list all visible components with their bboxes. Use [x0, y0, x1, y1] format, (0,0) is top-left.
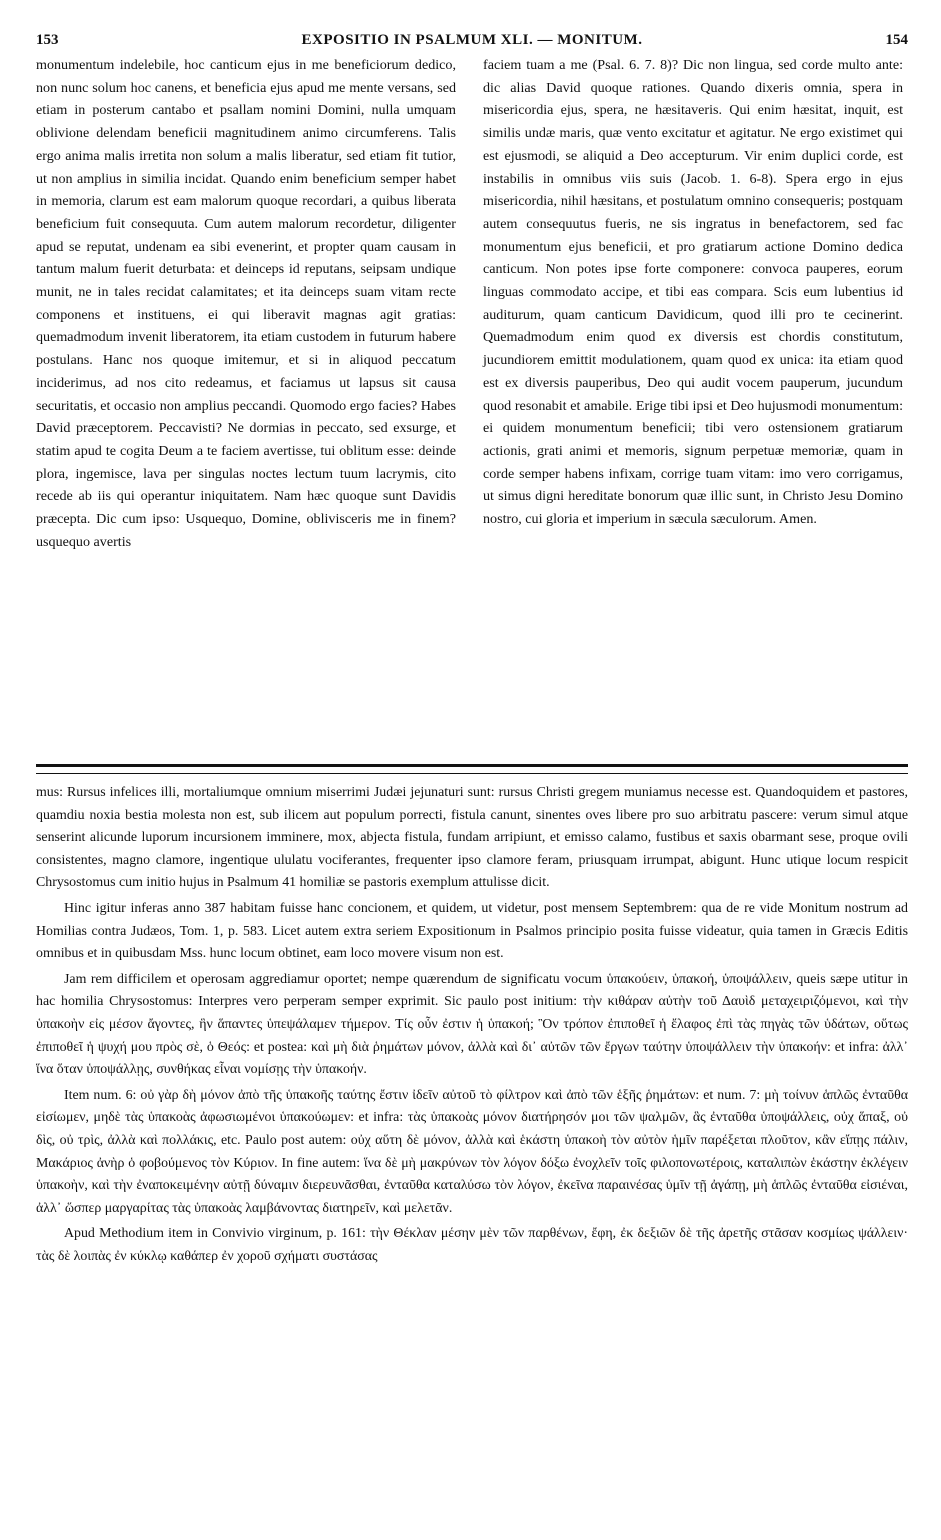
page-number-left: 153	[36, 32, 59, 48]
left-column-text: monumentum indelebile, hoc canticum ejus in me beneficiorum dedico, non nunc solum hoc canens, et beneficia ejus apud me mente versans, sed etiam in posterum cantabo et psallam nomini Domini, nulla umquam oblivione delendam beneficii magnitudinem animo circumferens. Talis ergo anima malis irretita non solum a malis liberatur, sed etiam fit tutior, ut non amplius in similia incidat. Quando enim beneficium semper habet in memoria, clarum est eam malorum quoque recordari, a quibus liberata beneficium fuit consequuta. Cum autem malorum recordetur, diligenter apud se reputat, undenam ea sibi evenerint, et propter quam causam in tantum malum fuerit deturbata: et deinceps id reputans, seipsam undique munit, ne in tales recidat calamitates; et ita deinceps suam vitam recte componens et instituens, ei qui liberavit magnas agit gratias: quemadmodum invenit liberatorem, ita etiam custodem in futurum habere postulans. Hanc nos quoque imitemur, et si in aliquod peccatum inciderimus, ad nos cito redeamus, et faciamus ut lapsus sit causa securitatis, et occasio non amplius peccandi. Quomodo ergo facies? Habes David præceptorem. Peccavisti? Ne dormias in peccato, sed exsurge, et statim apud te cogita Deum a te faciem avertisse, tui oblitum esse: deinde plora, ingemisce, lava per singulas noctes lectum tuum lacrymis, cito recede ab iis qui operantur iniquitatem. Nam hæc quoque sunt Davidis præcepta. Dic cum ipso: Usquequo, Domine, oblivisceris me in finem? usquequo avertis	[36, 57, 456, 550]
right-column-text: faciem tuam a me (Psal. 6. 7. 8)? Dic non lingua, sed corde multo ante: dic alias David quoque rationes. Quando dixeris omnia, spera in misericordia ejus, spera, ne hæsitaveris. Qui enim hæsitat, inquit, est similis undæ maris, quæ vento excitatur et agitatur. Ne ergo existimet qui est ejusmodi, se aliquid a Deo accepturum. Vir enim duplici corde, est instabilis in omnibus viis suis (Jacob. 1. 6-8). Spera ergo in ejus misericordia, nihil hæsitans, et postulatum omnino consequeris; postquam autem consequutus fueris, ne sis ingratus in benefactorem, sed fac monumentum ejus beneficii, et pro gratiarum actione Domino dedica canticum. Non potes ipse forte componere: convoca pauperes, eorum linguas commodato accipe, et tibi eas compara. Scis eum lubentius id auditurum, quam canticum Davidicum, quod illi pro te cecinerint. Quemadmodum enim quod ex diversis est chordis constitutum, jucundiorem emittit modulationem, quam quod ex unica: ita etiam quod est ex diversis pauperibus, Deo qui audit vocem pauperum, jucundum quod resonabit et amabile. Erige tibi ipsi et Deo hujusmodi monumentum: ei quidem monumentum beneficii; tibi vero ostensionem gratiarum actionis, grati animi et memoris, signum perpetuæ memoriæ, quam in corde semper habens infixam, corrige tuam vitam: imo vero corrigamus, ut simus digni hereditate bonorum quæ illic sunt, in Christo Jesu Domino nostro, cui gloria et imperium in sæcula sæculorum. Amen.	[483, 57, 903, 528]
running-header	[36, 30, 908, 54]
note-paragraph-3: Jam rem difficilem et operosam aggrediamur oportet; nempe quærendum de significatu vocum ὑπακούειν, ὑπακοή, ὑποψάλλειν, queis sæpe utitur in hac homilia Chrysostomus: Interpres vero perperam semper exprimit. Sic paulo post initium: τὴν κιθάραν αὐτὴν τοῦ Δαυὶδ μεταχειριζόμενοι, καὶ τὴν ὑπακοὴν εἰς μέσον ἄγοντες, ἣν ἅπαντες ὑπεψάλαμεν τήμερον. Τίς οὖν ἐστιν ἡ ὑπακοή; Ὃν τρόπον ἐπιποθεῖ ἡ ἔλαφος ἐπὶ τὰς πηγὰς τῶν ὑδάτων, οὕτως ἐπιποθεῖ ἡ ψυχή μου πρὸς σὲ, ὁ Θεός: et postea: καὶ μὴ διὰ ῥημάτων μόνον, ἀλλὰ καὶ δι᾽ αὐτῶν τῶν ἔργων ταύτην ὑποψάλλειν τὴν ὑπακοήν: et infra: ἀλλ᾽ ἵνα ὅταν ὑποψάλλῃς, συνθήκας εἶναι νομίσῃς τὴν ὑπακοήν.	[36, 971, 908, 1078]
page-number-right: 154	[885, 32, 908, 48]
note-paragraph-2: Hinc igitur inferas anno 387 habitam fuisse hanc concionem, et quidem, ut videtur, post mensem Septembrem: qua de re vide Monitum nostrum ad Homilias contra Judæos, Tom. 1, p. 583. Licet autem extra seriem Expositionum in Psalmos principio posita fuisse videatur, quia tamen in Græcis Editis omnibus et in quibusdam Mss. hunc locum obtinet, eam loco movere visum non est.	[36, 900, 908, 962]
running-title: EXPOSITIO IN PSALMUM XLI. — MONITUM.	[301, 32, 643, 48]
main-text-columns	[36, 54, 908, 754]
note-paragraph-4: Item num. 6: οὐ γὰρ δὴ μόνον ἀπὸ τῆς ὑπακοῆς ταύτης ἔστιν ἰδεῖν αὐτοῦ τὸ φίλτρον καὶ ἀπὸ τῶν ἑξῆς ῥημάτων: et num. 7: μὴ τοίνυν ἁπλῶς ἐνταῦθα εἰσίωμεν, μηδὲ τὰς ὑπακοὰς ἀφωσιωμένοι ὑπακούωμεν: et infra: τὰς ὑπακοὰς μόνον διατήρησόν μοι τῶν ψαλμῶν, ἃς ἐνταῦθα ὑποψάλλεις, οὐχ ἅπαξ, οὐ δὶς, οὐ τρὶς, ἀλλὰ καὶ πολλάκις, etc. Paulo post autem: οὐχ αὕτη δὲ μόνον, ἀλλὰ καὶ ἑκάστη ὑπακοὴ τὸν αὐτὸν ἡμῖν παρέξεται πλοῦτον, κἂν εἴπῃς πάλιν, Μακάριος ἀνὴρ ὁ φοβούμενος τὸν Κύριον. In fine autem: ἵνα δὲ μὴ μακρύνων τὸν λόγον δόξω ἐνοχλεῖν τοῖς φιλοπονωτέροις, καταλιπὼν ἑκάστην ἐκλέγειν ὑπακοὴν, καὶ τὴν ἐναποκειμένην αὐτῇ δύναμιν διερευνᾶσθαι, ἐνταῦθα καταλύσω τὸν λόγον, ἐκεῖνα παραινέσας ὑμῖν τῇ ἀγάπῃ, μὴ ἁπλῶς ἐνταῦθα εἰσιέναι, ἀλλ᾽ ὥσπερ μαργαρίτας τὰς ὑπακοὰς λαμβάνοντας διατηρεῖν, καὶ μελετᾶν.	[36, 1087, 908, 1216]
document-page	[36, 30, 908, 1264]
note-paragraph-5: Apud Methodium item in Convivio virginum, p. 161: τὴν Θέκλαν μέσην μὲν τῶν παρθένων, ἔφη, ἐκ δεξιῶν δὲ τῆς ἀρετῆς στᾶσαν κοσμίως ψάλλειν· τὰς δὲ λοιπὰς ἐν κύκλῳ καθάπερ ἐν χοροῦ σχήματι συστάσας	[36, 1226, 908, 1264]
monitum-notes	[36, 782, 908, 1271]
note-paragraph-1: mus: Rursus infelices illi, mortaliumque omnium miserrimi Judæi jejunaturi sunt: rursus Christi gregem muniamus necesse est. Quandoquidem et pastores, quamdiu noxia bestia molesta non est, sub ilicem aut populum porrecti, fistula canunt, sinentes oves libere pro suo arbitratu pascere: verum simul atque senserint alicunde luporum incursionem imminere, mox, abjecta fistula, fundam arripiunt, et emisso calamo, fustibus et saxis obarmant sese, proque ovili consistentes, magno clamore, ingentique ululatu vociferantes, frequenter ipso clamore feram, priusquam irrumpat, abigunt. Hunc utique locum respicit Chrysostomus cum initio hujus in Psalmum 41 homiliæ se pastoris exemplum attulisse dicit.	[36, 785, 908, 891]
section-divider	[36, 764, 908, 774]
